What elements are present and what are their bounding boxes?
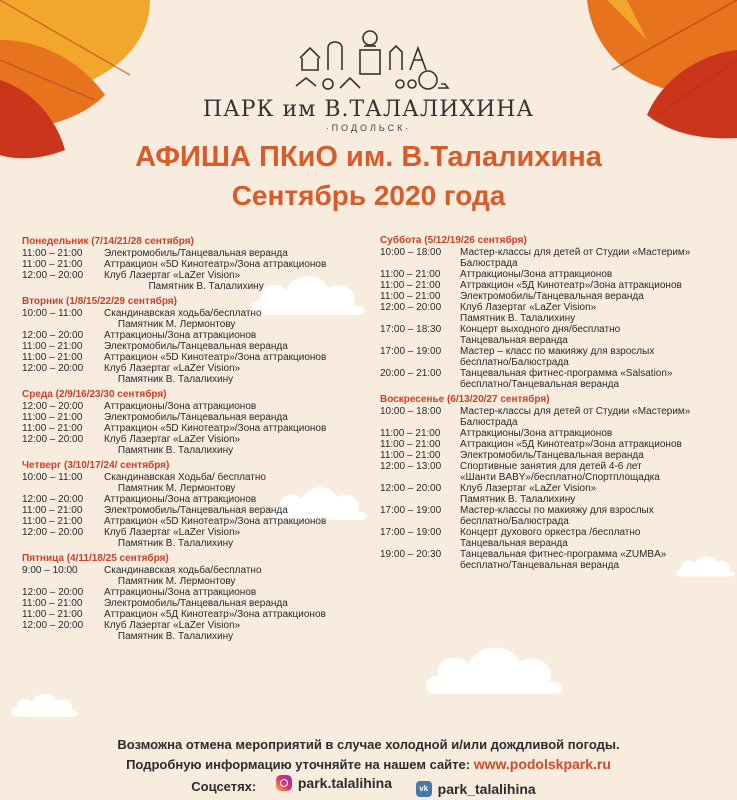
event-time: 12:00 – 20:00 <box>22 434 84 445</box>
event-time: 11:00 – 21:00 <box>22 259 83 270</box>
day-block <box>22 553 362 642</box>
instagram-handle: park.talalihina <box>297 775 393 791</box>
event-time: 10:00 – 11:00 <box>22 308 83 319</box>
event-row <box>380 346 725 368</box>
event-row <box>22 248 362 259</box>
event-row <box>380 505 725 527</box>
social-label: Соцсетях: <box>191 779 257 794</box>
event-time: 12:00 – 20:00 <box>22 527 84 538</box>
event-row <box>22 516 362 527</box>
event-row <box>22 330 362 341</box>
event-time: 11:00 – 21:00 <box>380 450 441 461</box>
event-description: Аттракционы/Зона аттракционов <box>104 494 257 505</box>
event-time: 12:00 – 20:00 <box>22 401 84 412</box>
day-block <box>380 235 725 390</box>
event-row <box>22 434 362 456</box>
event-row <box>22 527 362 549</box>
event-description: Клуб Лазертаг «LaZer Vision» Памятник В. Талалихину <box>104 620 241 642</box>
event-time: 12:00 – 20:00 <box>380 302 442 313</box>
info-text: Подробную информацию уточняйте на нашем сайте: <box>126 757 471 772</box>
event-time: 11:00 – 21:00 <box>380 291 441 302</box>
event-time: 12:00 – 20:00 <box>380 483 442 494</box>
vk-handle: park_talalihina <box>437 781 536 797</box>
event-description: Аттракционы/Зона аттракционов <box>460 428 613 439</box>
event-description: Танцевальная фитнес-программа «ZUMBA» бесплатно/Танцевальная веранда <box>460 549 667 571</box>
event-time: 17:00 – 19:00 <box>380 346 442 357</box>
day-block <box>22 296 362 385</box>
event-time: 11:00 – 21:00 <box>22 341 83 352</box>
event-row <box>380 291 725 302</box>
day-title: Среда (2/9/16/23/30 сентября) <box>22 389 167 400</box>
event-time: 20:00 – 21:00 <box>380 368 442 379</box>
event-row <box>380 368 725 390</box>
event-description: Мастер-классы для детей от Студии «Мастерим» Балюстрада <box>460 406 691 428</box>
event-time: 19:00 – 20:30 <box>380 549 442 560</box>
day-title: Воскресенье (6/13/20/27 сентября) <box>380 394 550 405</box>
event-row <box>22 352 362 363</box>
event-description: Аттракцион «5D Кинотеатр»/Зона аттракционов <box>104 516 327 527</box>
event-description: Аттракцион «5D Кинотеатр»/Зона аттракционов <box>104 423 327 434</box>
event-description: Мастер-классы для детей от Студии «Мастерим» Балюстрада <box>460 247 691 269</box>
event-time: 12:00 – 20:00 <box>22 587 84 598</box>
event-time: 11:00 – 21:00 <box>22 248 83 259</box>
event-row <box>22 609 362 620</box>
event-time: 11:00 – 21:00 <box>22 598 83 609</box>
event-time: 11:00 – 21:00 <box>380 280 441 291</box>
event-time: 12:00 – 20:00 <box>22 330 84 341</box>
social-line <box>0 775 737 797</box>
event-row <box>22 308 362 330</box>
website-link[interactable]: www.podolskpark.ru <box>473 756 611 772</box>
event-description: Аттракционы/Зона аттракционов <box>104 587 257 598</box>
event-row <box>380 549 725 571</box>
event-description: Электромобиль/Танцевальная веранда <box>460 450 644 461</box>
event-time: 11:00 – 21:00 <box>22 412 83 423</box>
event-row <box>380 247 725 269</box>
weekday-schedule <box>22 236 362 646</box>
day-title: Пятница (4/11/18/25 сентября) <box>22 553 169 564</box>
vk-link[interactable] <box>416 781 536 797</box>
cloud-icon <box>420 640 570 700</box>
event-description: Электромобиль/Танцевальная веранда <box>104 248 288 259</box>
event-row <box>380 428 725 439</box>
event-description: Электромобиль/Танцевальная веранда <box>104 341 288 352</box>
cloud-icon <box>10 690 80 720</box>
event-row <box>22 259 362 270</box>
event-row <box>380 324 725 346</box>
event-time: 11:00 – 21:00 <box>22 505 83 516</box>
event-row <box>380 461 725 483</box>
day-title: Четверг (3/10/17/24/ сентября) <box>22 460 170 471</box>
event-row <box>380 527 725 549</box>
event-description: Аттракционы/Зона аттракционов <box>104 330 257 341</box>
event-row <box>22 423 362 434</box>
event-description: Концерт выходного дня/бесплатно Танцевальная веранда <box>460 324 621 346</box>
park-logo <box>0 0 737 135</box>
event-description: Электромобиль/Танцевальная веранда <box>460 291 644 302</box>
instagram-icon <box>276 775 292 791</box>
event-time: 11:00 – 21:00 <box>380 439 441 450</box>
event-time: 11:00 – 21:00 <box>22 516 83 527</box>
info-line <box>0 756 737 772</box>
event-row <box>22 505 362 516</box>
event-description: Мастер – класс по макияжу для взрослых бесплатно/Балюстрада <box>460 346 655 368</box>
event-description: Аттракционы/Зона аттракционов <box>460 269 613 280</box>
event-time: 11:00 – 21:00 <box>380 269 441 280</box>
event-row <box>380 450 725 461</box>
day-block <box>22 236 362 292</box>
event-description: Клуб Лазертаг «LaZer Vision» Памятник В. Талалихину <box>104 363 241 385</box>
weekend-schedule <box>380 235 725 575</box>
event-description: Электромобиль/Танцевальная веранда <box>104 598 288 609</box>
event-description: Спортивные занятия для детей 4-6 лет «Шанти BABY»/бесплатно/Спортплощадка <box>460 461 660 483</box>
vk-icon: vk <box>416 781 432 797</box>
cancellation-notice: Возможна отмена мероприятий в случае холодной и/или дождливой погоды. <box>117 737 620 752</box>
event-description: Концерт духового оркестра /бесплатно Танцевальная веранда <box>460 527 641 549</box>
event-description: Танцевальная фитнес-программа «Salsation» бесплатно/Танцевальная веранда <box>460 368 673 390</box>
event-time: 11:00 – 21:00 <box>380 428 441 439</box>
event-time: 11:00 – 21:00 <box>22 609 83 620</box>
event-time: 17:00 – 19:00 <box>380 527 442 538</box>
event-time: 12:00 – 13:00 <box>380 461 442 472</box>
event-description: Мастер-классы по макияжу для взрослых бесплатно/Балюстрада <box>460 505 654 527</box>
page-subtitle: Сентябрь 2020 года <box>231 180 506 211</box>
event-time: 10:00 – 18:00 <box>380 406 442 417</box>
event-row <box>380 483 725 505</box>
event-row <box>22 587 362 598</box>
day-title: Понедельник (7/14/21/28 сентября) <box>22 236 194 247</box>
event-row <box>22 598 362 609</box>
event-description: Электромобиль/Танцевальная веранда <box>104 412 288 423</box>
event-description: Аттракционы/Зона аттракционов <box>104 401 257 412</box>
event-description: Скандинавская ходьба/бесплатно Памятник М. Лермонтову <box>104 308 262 330</box>
event-description: Клуб Лазертаг «LaZer Vision» Памятник В. Талалихину <box>104 270 264 292</box>
event-time: 12:00 – 20:00 <box>22 620 84 631</box>
event-row <box>22 620 362 642</box>
event-description: Скандинавская ходьба/бесплатно Памятник М. Лермонтову <box>104 565 262 587</box>
logo-city: ·ПОДОЛЬСК· <box>325 123 412 133</box>
event-time: 9:00 – 10:00 <box>22 565 78 576</box>
event-row <box>22 412 362 423</box>
event-description: Аттракцион «5D Кинотеатр»/Зона аттракционов <box>104 259 327 270</box>
event-description: Клуб Лазертаг «LaZer Vision» Памятник В. Талалихину <box>460 483 597 505</box>
event-description: Клуб Лазертаг «LaZer Vision» Памятник В. Талалихину <box>460 302 597 324</box>
event-row <box>380 280 725 291</box>
event-time: 11:00 – 21:00 <box>22 423 83 434</box>
event-time: 10:00 – 11:00 <box>22 472 83 483</box>
park-skyline-logo-icon <box>290 18 450 94</box>
event-description: Аттракцион «5Д Кинотеатр»/Зона аттракционов <box>104 609 326 620</box>
event-time: 12:00 – 20:00 <box>22 270 84 281</box>
event-row <box>22 401 362 412</box>
event-time: 10:00 – 18:00 <box>380 247 442 258</box>
event-description: Скандинавская Ходьба/ бесплатно Памятник М. Лермонтову <box>104 472 266 494</box>
logo-title: ПАРК им В.ТАЛАЛИХИНА <box>202 97 535 122</box>
event-row <box>22 494 362 505</box>
event-row <box>380 439 725 450</box>
event-row <box>380 269 725 280</box>
day-block <box>380 394 725 571</box>
event-row <box>380 302 725 324</box>
day-block <box>22 460 362 549</box>
event-time: 11:00 – 21:00 <box>22 352 83 363</box>
day-title: Вторник (1/8/15/22/29 сентября) <box>22 296 177 307</box>
event-description: Аттракцион «5Д Кинотеатр»/Зона аттракционов <box>460 439 682 450</box>
event-time: 17:00 – 19:00 <box>380 505 442 516</box>
event-time: 12:00 – 20:00 <box>22 494 84 505</box>
event-row <box>22 363 362 385</box>
event-row <box>22 565 362 587</box>
day-block <box>22 389 362 456</box>
event-row <box>22 270 362 292</box>
event-time: 17:00 – 18:30 <box>380 324 442 335</box>
event-row <box>380 406 725 428</box>
event-description: Аттракцион «5D Кинотеатр»/Зона аттракционов <box>104 352 327 363</box>
event-row <box>22 472 362 494</box>
event-time: 12:00 – 20:00 <box>22 363 84 374</box>
day-title: Суббота (5/12/19/26 сентября) <box>380 235 527 246</box>
event-description: Клуб Лазертаг «LaZer Vision» Памятник В. Талалихину <box>104 527 241 549</box>
instagram-link[interactable] <box>276 775 392 791</box>
event-row <box>22 341 362 352</box>
event-description: Электромобиль/Танцевальная веранда <box>104 505 288 516</box>
page-title: АФИША ПКиО им. В.Талалихина <box>135 141 602 173</box>
event-description: Клуб Лазертаг «LaZer Vision» Памятник В. Талалихину <box>104 434 241 456</box>
event-description: Аттракцион «5Д Кинотеатр»/Зона аттракционов <box>460 280 682 291</box>
